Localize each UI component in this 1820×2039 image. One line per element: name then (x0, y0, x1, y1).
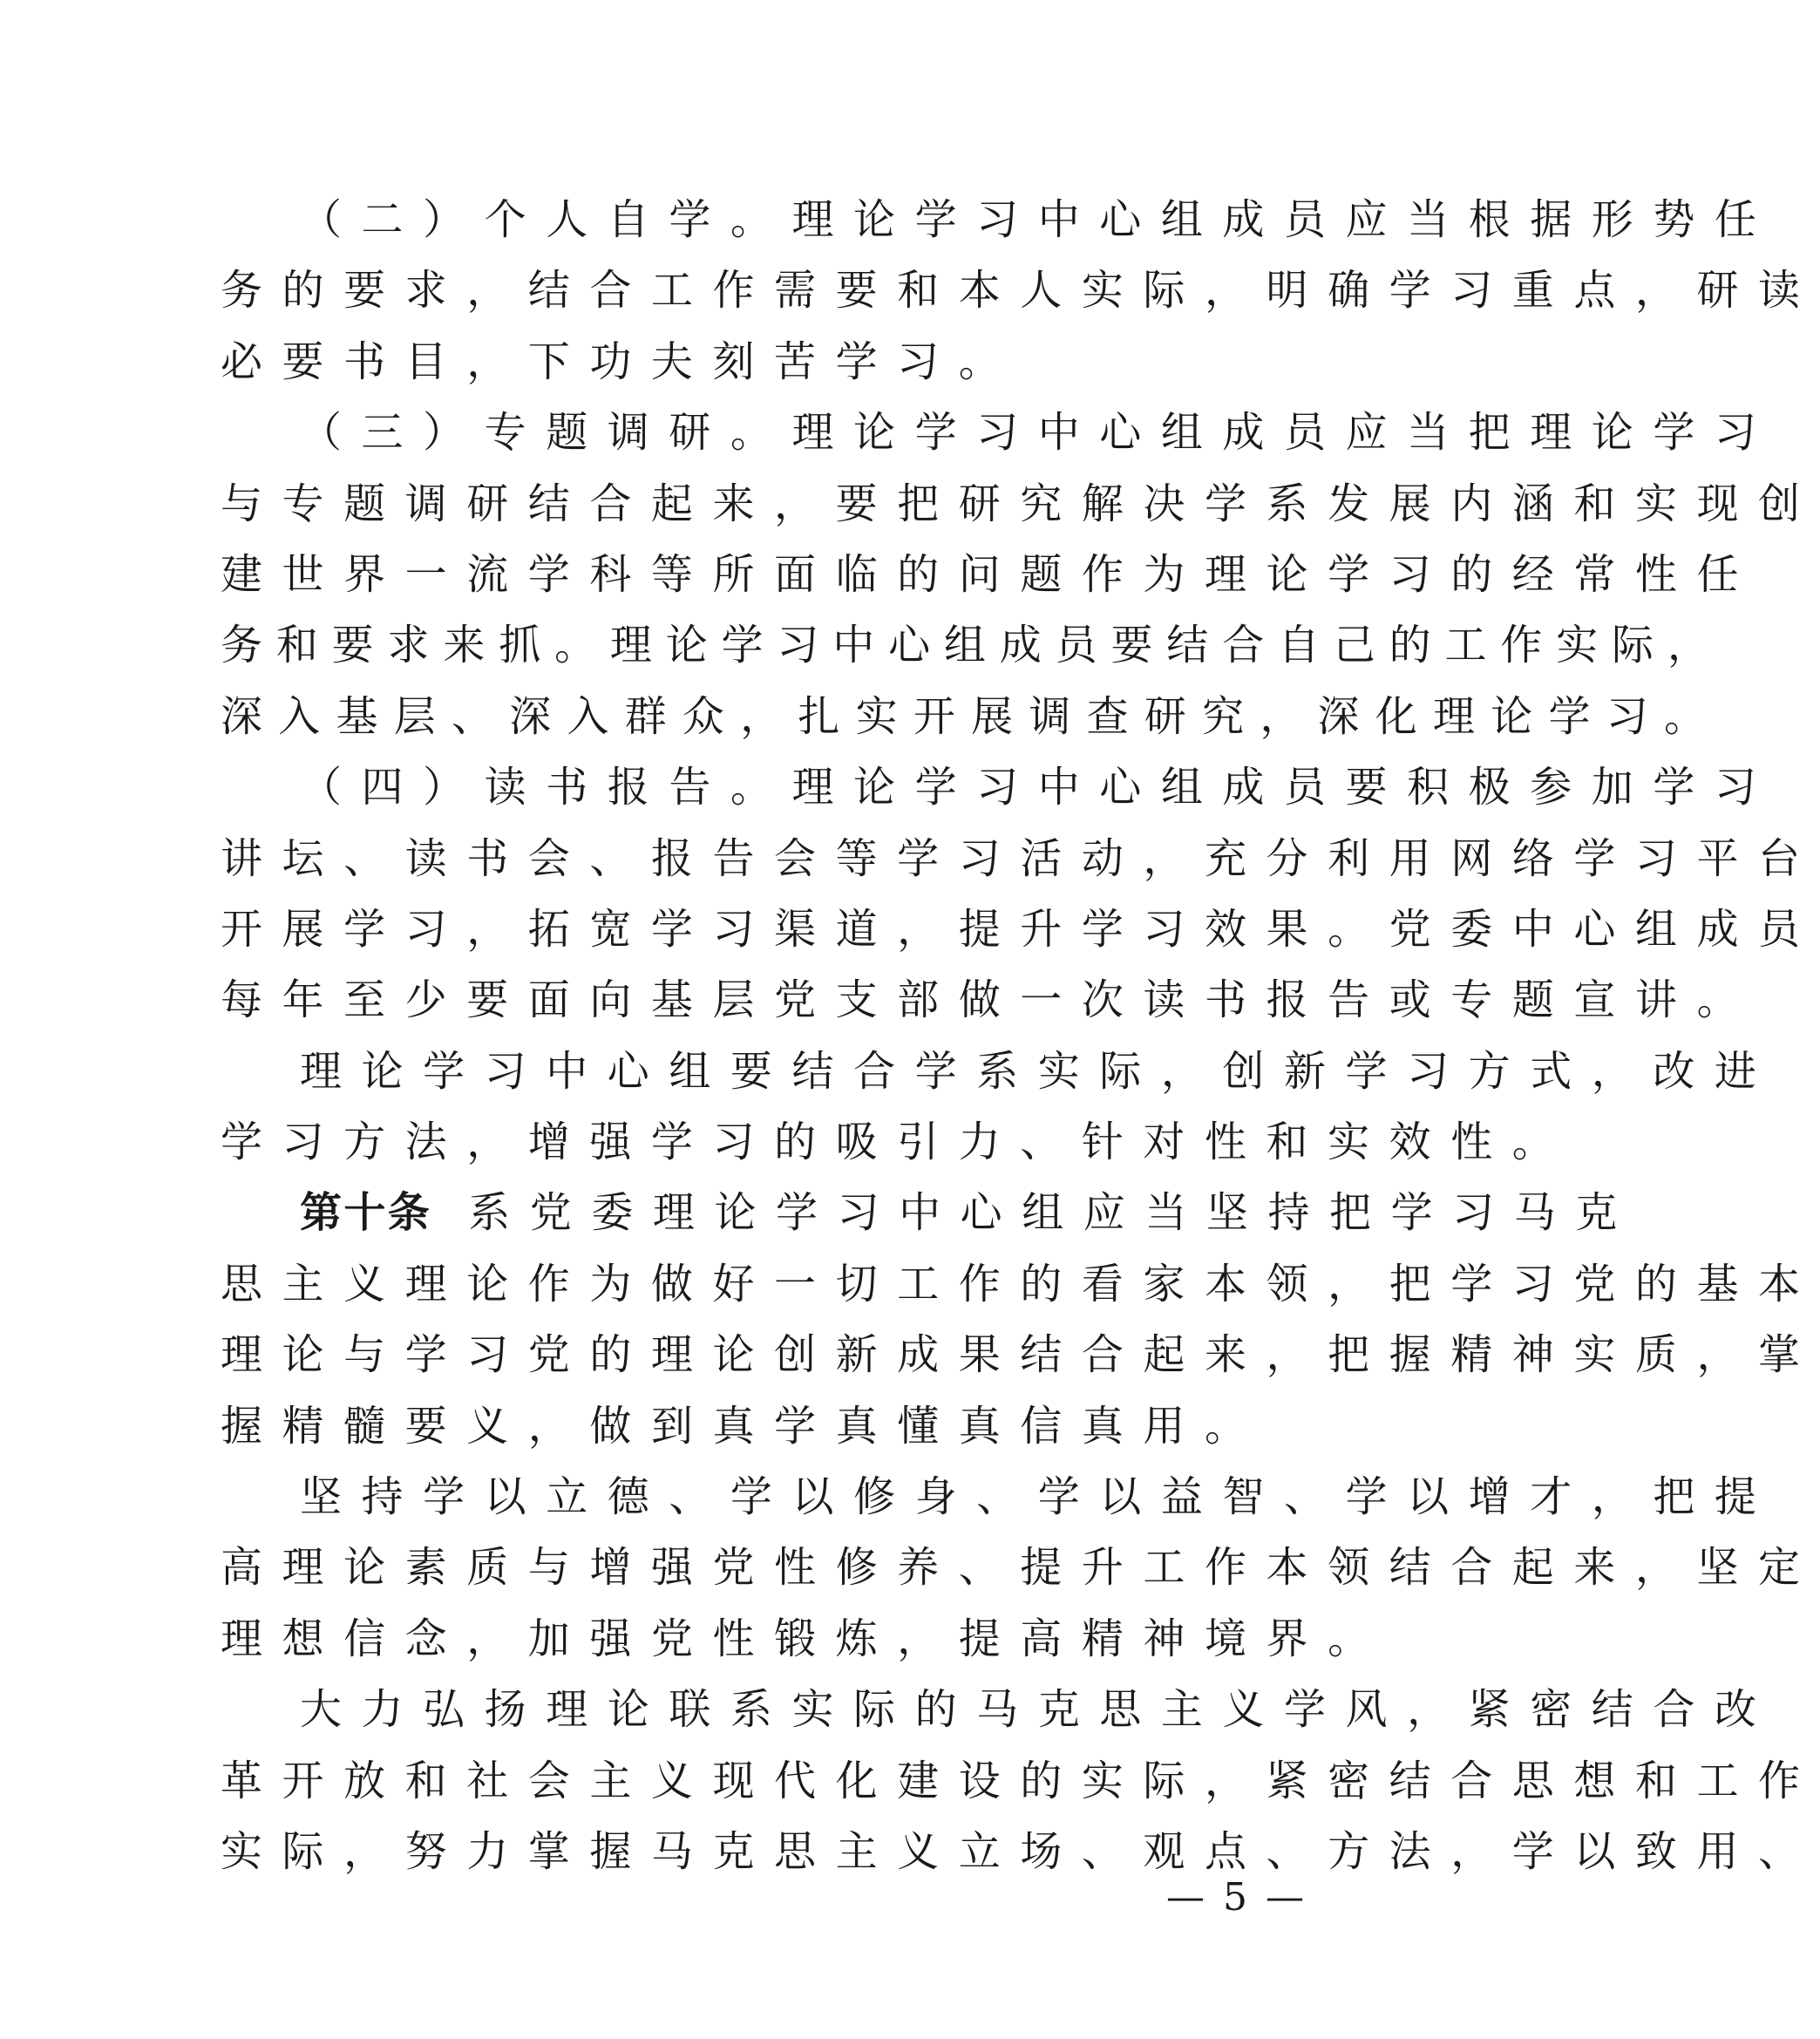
article-first-line (221, 1178, 1637, 1248)
paragraph-line: 实际，努力掌握马克思主义立场、观点、方法，学以致用、 (221, 1826, 1820, 1876)
paragraph-line: 握精髓要义，做到真学真懂真信真用。 (221, 1401, 1267, 1451)
paragraph-line: 大力弘扬理论联系实际的马克思主义学风，紧密结合改 (300, 1685, 1776, 1735)
paragraph-line: 系党委理论学习中心组应当坚持把学习马克 (468, 1188, 1637, 1238)
paragraph-line: 革开放和社会主义现代化建设的实际，紧密结合思想和工作 (221, 1756, 1820, 1805)
page-number: — 5 — (1166, 1875, 1307, 1920)
article-label: 第十条 (300, 1188, 432, 1238)
paragraph-line: 必要书目，下功夫刻苦学习。 (221, 336, 1021, 386)
paragraph-line: 开展学习，拓宽学习渠道，提升学习效果。党委中心组成员 (221, 904, 1820, 954)
paragraph-line: 讲坛、读书会、报告会等学习活动，充分利用网络学习平台 (221, 833, 1820, 883)
paragraph-line: 理论与学习党的理论创新成果结合起来，把握精神实质，掌 (221, 1330, 1820, 1380)
paragraph-line: 理想信念，加强党性锻炼，提高精神境界。 (221, 1614, 1389, 1663)
paragraph-line: 与专题调研结合起来，要把研究解决学系发展内涵和实现创 (221, 479, 1820, 528)
paragraph-line: 建世界一流学科等所面临的问题作为理论学习的经常性任 (221, 549, 1759, 599)
paragraph-line: 务和要求来抓。理论学习中心组成员要结合自己的工作实际， (221, 621, 1723, 670)
paragraph-line: 高理论素质与增强党性修养、提升工作本领结合起来，坚定 (221, 1543, 1820, 1593)
paragraph-line: 务的要求，结合工作需要和本人实际，明确学习重点，研读 (221, 266, 1820, 316)
paragraph-line: 深入基层、深入群众，扎实开展调查研究，深化理论学习。 (221, 691, 1722, 741)
body-text (221, 185, 1820, 1887)
paragraph-line: 理论学习中心组要结合学系实际，创新学习方式，改进 (300, 1046, 1776, 1096)
paragraph-line: （三）专题调研。理论学习中心组成员应当把理论学习 (300, 408, 1776, 458)
paragraph-line: 学习方法，增强学习的吸引力、针对性和实效性。 (221, 1118, 1574, 1167)
paragraph-line: 思主义理论作为做好一切工作的看家本领，把学习党的基本 (221, 1259, 1820, 1308)
paragraph-line: （二）个人自学。理论学习中心组成员应当根据形势任 (300, 195, 1776, 244)
paragraph-line: 坚持学以立德、学以修身、学以益智、学以增才，把提 (300, 1472, 1776, 1522)
paragraph-line: 每年至少要面向基层党支部做一次读书报告或专题宣讲。 (221, 975, 1759, 1025)
paragraph-line: （四）读书报告。理论学习中心组成员要积极参加学习 (300, 763, 1776, 812)
